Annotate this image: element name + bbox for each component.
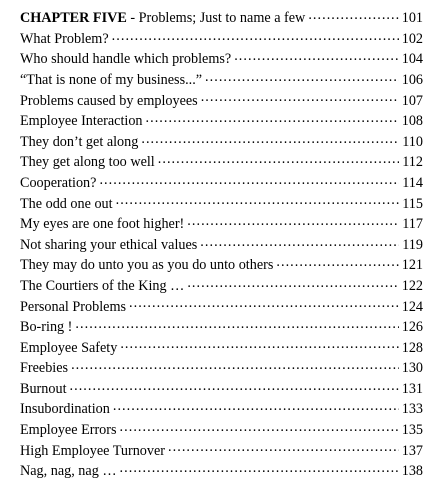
dot-leader [120,338,399,352]
toc-entry-page-number: 108 [401,113,423,130]
toc-entry-page-number: 114 [402,174,423,191]
toc-entry-title: Freebies [20,360,69,377]
toc-entry-title: Insubordination [20,401,110,418]
toc-entry-title: High Employee Turnover [20,442,166,459]
toc-entry-title: Burnout [20,380,67,397]
toc-entry [20,173,423,194]
chapter-heading-row [20,8,423,29]
toc-entry [20,296,423,317]
dot-leader [187,214,399,228]
toc-entry-page-number: 135 [401,422,423,439]
toc-entry [20,193,423,214]
dot-leader [112,29,399,43]
dot-leader [276,255,399,269]
dot-leader [70,379,399,393]
toc-entry [20,29,423,50]
dot-leader [187,276,399,290]
toc-entry-page-number: 126 [401,319,423,336]
toc-entry [20,235,423,256]
toc-entry-page-number: 119 [402,236,423,253]
toc-entry-title: Bo-ring ! [20,319,73,336]
toc-entry [20,399,423,420]
table-of-contents [20,8,423,482]
dot-leader [129,296,399,310]
toc-entry [20,276,423,297]
toc-entry [20,152,423,173]
toc-entry-page-number: 121 [401,257,423,274]
toc-entry [20,358,423,379]
dot-leader [141,132,399,146]
toc-entry-page-number: 115 [402,195,423,212]
toc-entry-page-number: 137 [401,442,423,459]
dot-leader [201,90,399,104]
toc-entry [20,255,423,276]
dot-leader [75,317,399,331]
toc-entry-title: Personal Problems [20,298,127,315]
toc-entry-page-number: 106 [401,71,423,88]
toc-entries [20,29,423,482]
toc-entry-title: My eyes are one foot higher! [20,216,185,233]
toc-entry [20,90,423,111]
chapter-title: - Problems; Just to name a few [126,10,306,27]
toc-entry [20,420,423,441]
toc-entry [20,317,423,338]
dot-leader [113,399,399,413]
dot-leader [71,358,399,372]
toc-entry [20,111,423,132]
toc-entry-title: Employee Interaction [20,113,143,130]
dot-leader [99,173,399,187]
toc-entry-title: They may do unto you as you do unto others [20,257,274,274]
toc-entry [20,338,423,359]
toc-entry [20,379,423,400]
dot-leader [234,49,399,63]
toc-entry-page-number: 128 [401,339,423,356]
toc-entry-title: The odd one out [20,195,113,212]
toc-entry [20,461,423,482]
dot-leader [146,111,399,125]
chapter-heading [20,8,305,29]
chapter-page-number: 101 [401,10,423,27]
toc-entry-page-number: 130 [401,360,423,377]
toc-entry-title: They get along too well [20,154,155,171]
toc-entry [20,214,423,235]
dot-leader [158,152,399,166]
toc-entry-page-number: 122 [401,277,423,294]
toc-entry-title: Cooperation? [20,174,97,191]
toc-entry-title: They don’t get along [20,133,139,150]
toc-entry-title: “That is none of my business...” [20,71,203,88]
toc-entry-title: Nag, nag, nag … [20,463,117,480]
dot-leader [200,235,399,249]
dot-leader [116,193,399,207]
toc-entry-page-number: 133 [401,401,423,418]
toc-entry-title: Employee Safety [20,339,118,356]
toc-entry-page-number: 107 [401,92,423,109]
chapter-label: CHAPTER FIVE [20,10,127,27]
toc-entry [20,70,423,91]
toc-entry [20,49,423,70]
dot-leader [168,440,399,454]
dot-leader [120,461,399,475]
toc-entry [20,132,423,153]
dot-leader [120,420,399,434]
toc-entry-title: Not sharing your ethical values [20,236,198,253]
toc-entry-title: Who should handle which problems? [20,51,232,68]
toc-entry-title: What Problem? [20,30,109,47]
toc-entry-page-number: 131 [401,380,423,397]
toc-entry-page-number: 104 [401,51,423,68]
toc-entry-page-number: 138 [401,463,423,480]
toc-entry-page-number: 110 [402,133,423,150]
toc-entry-page-number: 124 [401,298,423,315]
toc-entry [20,440,423,461]
toc-entry-title: The Courtiers of the King … [20,277,185,294]
dot-leader [308,8,399,22]
toc-entry-page-number: 112 [402,154,423,171]
toc-entry-page-number: 117 [402,216,423,233]
toc-entry-title: Problems caused by employees [20,92,198,109]
dot-leader [205,70,399,84]
toc-entry-page-number: 102 [401,30,423,47]
toc-entry-title: Employee Errors [20,422,117,439]
